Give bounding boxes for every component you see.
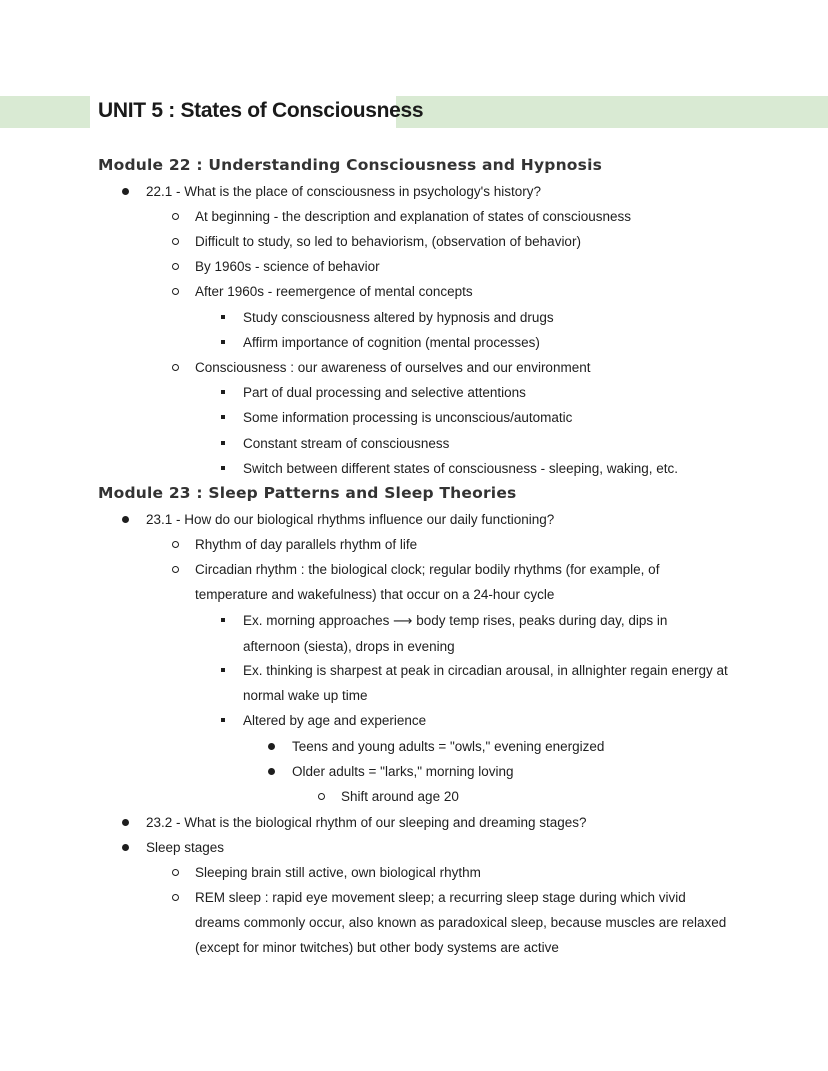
list-item: At beginning - the description and explanation of states of consciousness (195, 204, 631, 229)
list-item: Teens and young adults = "owls," evening energized (292, 734, 604, 759)
unit-title: UNIT 5 : States of Consciousness (98, 99, 424, 122)
sleep-stages: Sleep stages (146, 835, 224, 860)
list-item: By 1960s - science of behavior (195, 254, 380, 279)
list-item: After 1960s - reemergence of mental concepts (195, 279, 473, 304)
example-1-start: Ex. morning approaches (243, 613, 390, 628)
consciousness-definition: Consciousness : our awareness of ourselves and our environment (195, 355, 590, 380)
list-item: Some information processing is unconscious/automatic (243, 405, 572, 430)
list-item (243, 608, 723, 659)
list-item: Constant stream of consciousness (243, 431, 449, 456)
list-item: Rhythm of day parallels rhythm of life (195, 532, 417, 557)
list-item: Switch between different states of consciousness - sleeping, waking, etc. (243, 456, 678, 481)
circadian-definition: Circadian rhythm : the biological clock; regular bodily rhythms (for example, of temperature and wakefulness) that occur on a 24-hour cycle (195, 557, 715, 607)
list-item: Altered by age and experience (243, 708, 426, 733)
question-22-1: 22.1 - What is the place of consciousness in psychology's history? (146, 179, 541, 204)
list-item: Difficult to study, so led to behaviorism, (observation of behavior) (195, 229, 581, 254)
example-1-end: body temp rises, peaks during day, dips in afternoon (siesta), drops in evening (243, 613, 668, 654)
module-22-heading: Module 22 : Understanding Consciousness and Hypnosis (98, 156, 603, 174)
rem-sleep-definition: REM sleep : rapid eye movement sleep; a recurring sleep stage during which vivid dreams commonly occur, also known as paradoxical sleep, because muscles are relaxed (except for minor twitches) but other body systems are active (195, 885, 730, 960)
list-item: Sleeping brain still active, own biological rhythm (195, 860, 481, 885)
list-item: Part of dual processing and selective attentions (243, 380, 526, 405)
list-item: Shift around age 20 (341, 784, 459, 809)
list-item: Affirm importance of cognition (mental processes) (243, 330, 540, 355)
module-23-heading: Module 23 : Sleep Patterns and Sleep Theories (98, 484, 517, 502)
list-item: Older adults = "larks," morning loving (292, 759, 514, 784)
list-item: Ex. thinking is sharpest at peak in circadian arousal, in allnighter regain energy at normal wake up time (243, 658, 733, 708)
list-item: Study consciousness altered by hypnosis and drugs (243, 305, 554, 330)
question-23-1: 23.1 - How do our biological rhythms influence our daily functioning? (146, 507, 554, 532)
question-23-2: 23.2 - What is the biological rhythm of our sleeping and dreaming stages? (146, 810, 587, 835)
right-arrow-icon: ⟶ (393, 613, 413, 629)
